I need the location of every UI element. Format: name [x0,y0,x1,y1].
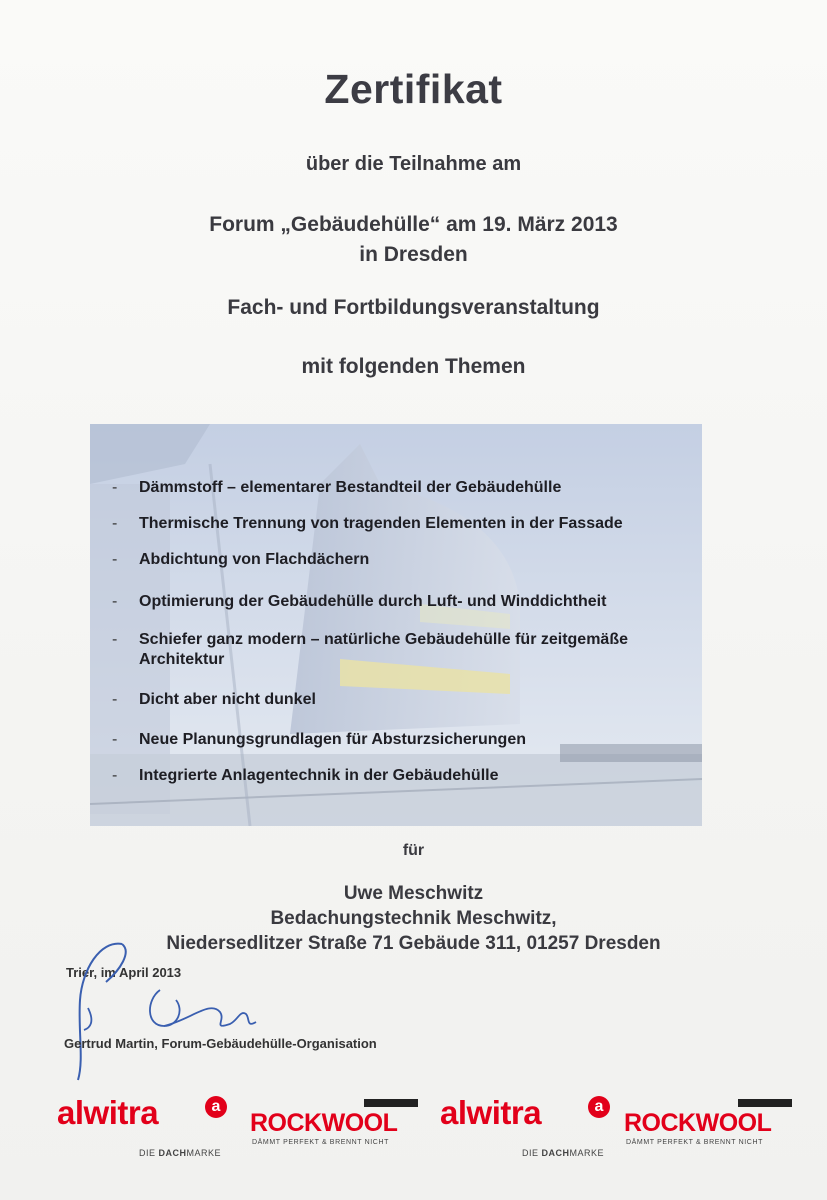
list-item [90,690,702,710]
topics-intro-line: mit folgenden Themen [301,355,526,378]
bullet-dash: - [112,479,118,496]
alwitra-badge-icon: a [205,1096,227,1118]
list-item [90,514,702,534]
bullet-dash: - [112,515,118,532]
topic-text: Schiefer ganz modern – natürliche Gebäudehülle für zeitgemäße Architektur [139,631,628,668]
topic-text: Dicht aber nicht dunkel [139,691,316,708]
for-label: für [402,842,425,859]
topic-text: Dämmstoff – elementarer Bestandteil der Gebäudehülle [139,479,562,496]
list-item [90,766,702,786]
bullet-dash: - [112,767,118,784]
list-item [90,730,702,750]
bullet-dash: - [112,731,118,748]
list-item [90,550,702,570]
alwitra-subline: DIE DACHMARKE [139,1148,222,1158]
bullet-dash: - [112,593,118,610]
alwitra-subline: DIE DACHMARKE [522,1148,605,1158]
rockwool-logo [624,1109,772,1146]
bullet-dash: - [112,631,118,648]
recipient-address: Niedersedlitzer Straße 71 Gebäude 311, 01257 Dresden [166,933,661,954]
recipient-name: Uwe Meschwitz [343,883,484,904]
alwitra-logo [57,1094,222,1158]
alwitra-wordmark: alwitra [57,1094,159,1131]
topics-list [90,478,702,786]
event-type-line: Fach- und Fortbildungsveranstaltung [227,296,600,319]
rockwool-wordmark: ROCKWOOL [250,1109,398,1137]
rockwool-logo [250,1109,398,1146]
participation-line: über die Teilnahme am [305,153,522,175]
alwitra-wordmark: alwitra [440,1094,542,1131]
rockwool-flag-icon [738,1099,792,1107]
event-location: in Dresden [359,243,468,266]
topic-text: Integrierte Anlagentechnik in der Gebäudehülle [139,767,499,784]
handwritten-signature [60,930,290,1090]
bullet-dash: - [112,551,118,568]
topic-text: Abdichtung von Flachdächern [139,551,370,568]
list-item [90,592,702,612]
rockwool-wordmark: ROCKWOOL [624,1109,772,1137]
recipient-company: Bedachungstechnik Meschwitz, [270,908,557,929]
list-item [90,630,702,670]
rockwool-slogan: DÄMMT PERFEKT & BRENNT NICHT [252,1139,389,1146]
topic-text: Neue Planungsgrundlagen für Absturzsicherungen [139,731,526,748]
alwitra-badge-icon: a [588,1096,610,1118]
bullet-dash: - [112,691,118,708]
list-item [90,478,702,498]
signer-line: Gertrud Martin, Forum-Gebäudehülle-Organisation [64,1036,377,1051]
building-photo-panel [90,424,702,826]
rockwool-flag-icon [364,1099,418,1107]
certificate-title: Zertifikat [324,66,503,112]
event-line [0,210,827,270]
rockwool-slogan: DÄMMT PERFEKT & BRENNT NICHT [626,1139,763,1146]
topic-text: Thermische Trennung von tragenden Elementen in der Fassade [139,515,623,532]
place-date: Trier, im April 2013 [66,965,182,980]
event-name-date: Forum „Gebäudehülle“ am 19. März 2013 [209,213,618,236]
topic-text: Optimierung der Gebäudehülle durch Luft- und Winddichtheit [139,593,607,610]
alwitra-logo [440,1094,605,1158]
